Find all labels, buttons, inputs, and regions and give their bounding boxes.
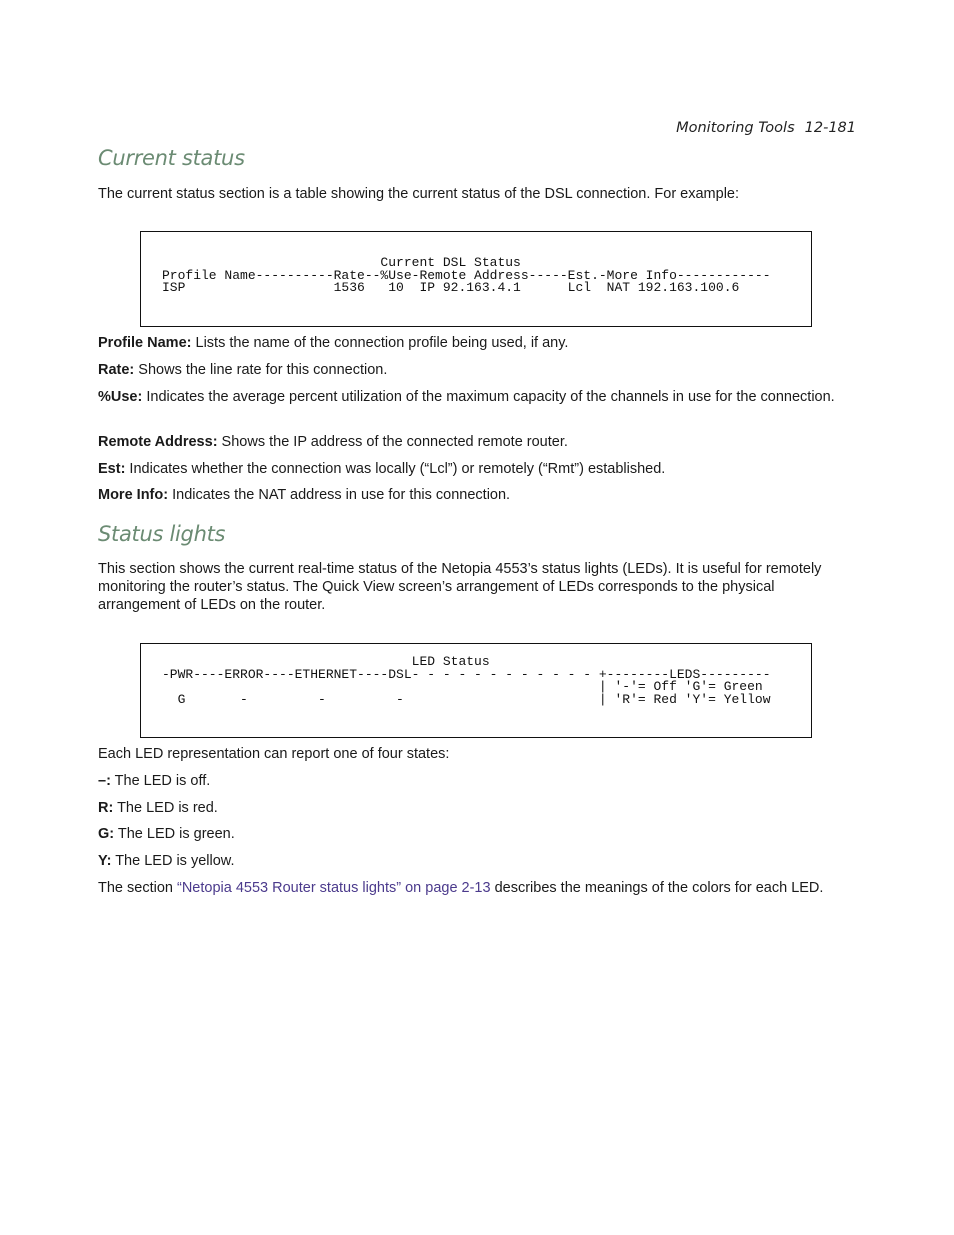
- led-state-yellow: [98, 852, 848, 870]
- led-state-term: –:: [98, 773, 111, 789]
- led-status-code-box: [140, 643, 812, 738]
- definition-more-info: [98, 486, 848, 504]
- closing-text-before: The section: [98, 880, 177, 896]
- definition-text: Shows the line rate for this connection.: [134, 362, 388, 378]
- definition-text: Indicates the NAT address in use for this connection.: [168, 487, 511, 503]
- led-state-red: [98, 799, 848, 817]
- definition-term: %Use:: [98, 389, 143, 405]
- running-header-chapter: Monitoring Tools: [676, 120, 795, 136]
- led-state-text: The LED is green.: [114, 826, 235, 842]
- closing-paragraph: [98, 879, 848, 897]
- definition-text: Indicates whether the connection was locally (“Lcl”) or remotely (“Rmt”) established.: [125, 461, 666, 477]
- dsl-status-code: Current DSL Status Profile Name----------Rate--%Use-Remote Address-----Est.-More Info------------ ISP 1536 10 IP 92.163.4.1 Lcl NAT 192.163.100.6: [162, 255, 771, 295]
- definition-term: Profile Name:: [98, 335, 192, 351]
- led-states-intro: Each LED representation can report one of four states:: [98, 746, 450, 762]
- led-state-term: Y:: [98, 853, 112, 869]
- definition-term: Est:: [98, 461, 126, 477]
- definition-term: Remote Address:: [98, 434, 218, 450]
- definition-remote-address: [98, 433, 848, 451]
- led-state-off: [98, 772, 848, 790]
- status-lights-page-link[interactable]: “Netopia 4553 Router status lights” on page 2-13: [177, 880, 491, 896]
- led-state-term: G:: [98, 826, 115, 842]
- section-title-current-status: Current status: [98, 146, 245, 170]
- definition-use: [98, 388, 848, 406]
- definition-term: More Info:: [98, 487, 169, 503]
- definition-term: Rate:: [98, 362, 135, 378]
- definition-profile-name: [98, 334, 848, 352]
- led-state-term: R:: [98, 800, 114, 816]
- led-state-text: The LED is off.: [110, 773, 211, 789]
- dsl-status-code-box: [140, 231, 812, 327]
- section-title-status-lights: Status lights: [98, 522, 226, 546]
- led-state-green: [98, 825, 848, 843]
- definition-rate: [98, 361, 848, 379]
- closing-text-after: describes the meanings of the colors for each LED.: [490, 880, 824, 896]
- status-lights-intro: This section shows the current real-time status of the Netopia 4553’s status lights (LEDs). It is useful for remotely monitoring the router’s status. The Quick View screen’s arrangement of LEDs corresponds to the physical arrangement of LEDs on the router.: [98, 561, 822, 613]
- led-status-code: LED Status -PWR----ERROR----ETHERNET----DSL- - - - - - - - - - - - +--------LEDS--------- | '-'= Off 'G'= Green G - - - | 'R'= Red 'Y'= Yellow: [162, 654, 771, 707]
- page-number: 12-181: [804, 120, 856, 136]
- definition-est: [98, 460, 848, 478]
- definition-text: Shows the IP address of the connected remote router.: [217, 434, 568, 450]
- definition-text: Indicates the average percent utilization of the maximum capacity of the channels in use for the connection.: [142, 389, 835, 405]
- led-state-text: The LED is yellow.: [111, 853, 235, 869]
- definition-text: Lists the name of the connection profile being used, if any.: [191, 335, 569, 351]
- led-state-text: The LED is red.: [113, 800, 218, 816]
- running-header: [676, 120, 856, 136]
- current-status-intro: The current status section is a table showing the current status of the DSL connection. For example:: [98, 186, 740, 202]
